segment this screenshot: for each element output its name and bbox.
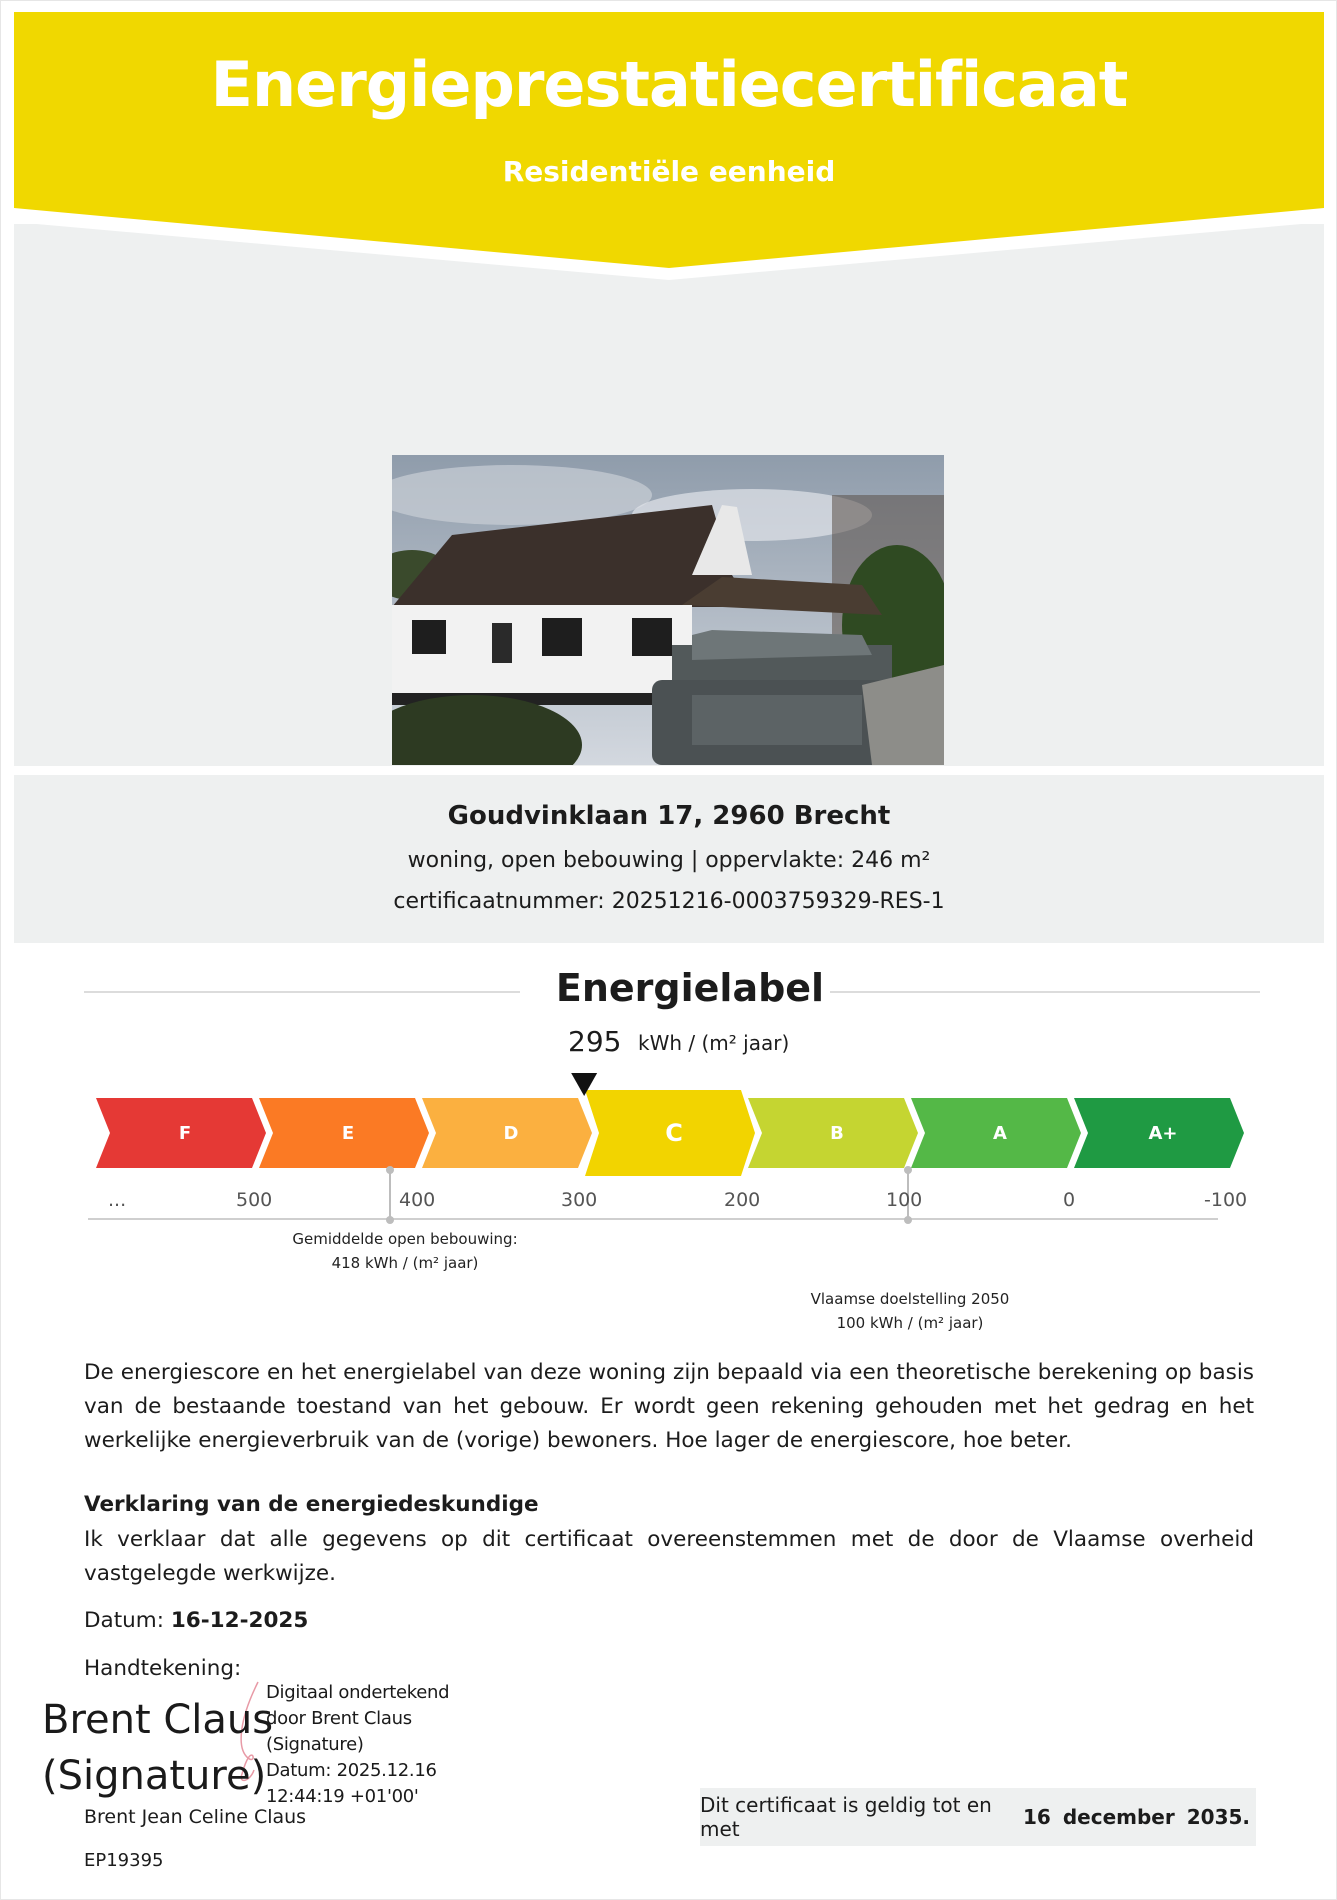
scale-tick: 300 — [561, 1189, 598, 1211]
average-reference-title: Gemiddelde open bebouwing: — [292, 1230, 518, 1248]
divider-left — [84, 991, 520, 993]
scale-tick: 0 — [1063, 1189, 1076, 1211]
divider-right — [830, 991, 1260, 993]
scale-tick: 400 — [399, 1189, 436, 1211]
signature-detail-line: door Brent Claus — [266, 1708, 412, 1729]
target-reference-title: Vlaamse doelstelling 2050 — [810, 1290, 1010, 1308]
energy-score-unit: kWh / (m² jaar) — [638, 1031, 790, 1055]
energy-class-label: C — [665, 1119, 683, 1147]
digital-signature-details — [266, 1680, 449, 1810]
declaration-heading: Verklaring van de energiedeskundige — [84, 1492, 539, 1517]
signature-name-line2: (Signature) — [42, 1753, 267, 1799]
validity-month: december — [1062, 1805, 1175, 1829]
declaration-date — [84, 1608, 308, 1633]
scale-tick: 100 — [886, 1189, 923, 1211]
expert-number: EP19395 — [84, 1850, 164, 1871]
target-reference-value: 100 kWh / (m² jaar) — [836, 1314, 984, 1332]
scale-tick: 500 — [236, 1189, 273, 1211]
average-reference-value: 418 kWh / (m² jaar) — [331, 1254, 479, 1272]
house-photo-icon — [392, 455, 944, 765]
validity-box — [700, 1788, 1256, 1846]
signature-name-line1: Brent Claus — [42, 1697, 274, 1743]
signature-detail-line: 12:44:19 +01'00' — [266, 1786, 419, 1807]
validity-prefix: Dit certificaat is geldig tot en met — [700, 1793, 992, 1841]
date-value: 16-12-2025 — [170, 1608, 309, 1633]
signature-label: Handtekening: — [84, 1656, 242, 1681]
signature-detail-line: (Signature) — [266, 1734, 364, 1755]
validity-day: 16 — [1023, 1805, 1051, 1829]
energy-class-label: A — [993, 1123, 1007, 1144]
validity-year: 2035. — [1186, 1805, 1250, 1829]
scale-tick: 200 — [724, 1189, 761, 1211]
explanation-text: De energiescore en het energielabel van deze woning zijn bepaald via een theoretische berekening op basis van de bestaande toestand van het gebouw. Er wordt geen rekening gehouden met het gedrag en het werkelijke energieverbruik van de (vorige) bewoners. Hoe lager de energiescore, hoe beter. — [84, 1360, 1254, 1453]
signer-full-name: Brent Jean Celine Claus — [84, 1806, 307, 1828]
energy-class-label: F — [178, 1123, 192, 1144]
energy-label-heading: Energielabel — [555, 966, 825, 1010]
energy-class-label: B — [830, 1123, 844, 1144]
energy-label-bar — [0, 1070, 1337, 1250]
energy-class-label: D — [503, 1123, 519, 1144]
signature-detail-line: Datum: 2025.12.16 — [266, 1760, 437, 1781]
signature-name — [42, 1692, 273, 1804]
energy-score-value: 295 — [568, 1025, 622, 1058]
declaration-text: Ik verklaar dat alle gegevens op dit certificaat overeenstemmen met de door de Vlaamse overheid vastgelegde werkwijze. — [84, 1527, 1254, 1586]
signature-detail-line: Digitaal ondertekend — [266, 1682, 450, 1703]
energy-class-label: A+ — [1148, 1123, 1178, 1144]
energy-class-label: E — [341, 1123, 355, 1144]
document-title: Energieprestatiecertificaat — [210, 48, 1128, 121]
scale-tick: ... — [108, 1189, 127, 1211]
property-description: woning, open bebouwing | oppervlakte: 246 m² — [407, 848, 931, 873]
date-label: Datum: — [84, 1608, 164, 1633]
certificate-number: certificaatnummer: 20251216-0003759329-RES-1 — [393, 889, 945, 914]
document-subtitle: Residentiële eenheid — [502, 155, 836, 188]
property-address: Goudvinklaan 17, 2960 Brecht — [447, 801, 891, 831]
scale-tick: -100 — [1204, 1189, 1248, 1211]
